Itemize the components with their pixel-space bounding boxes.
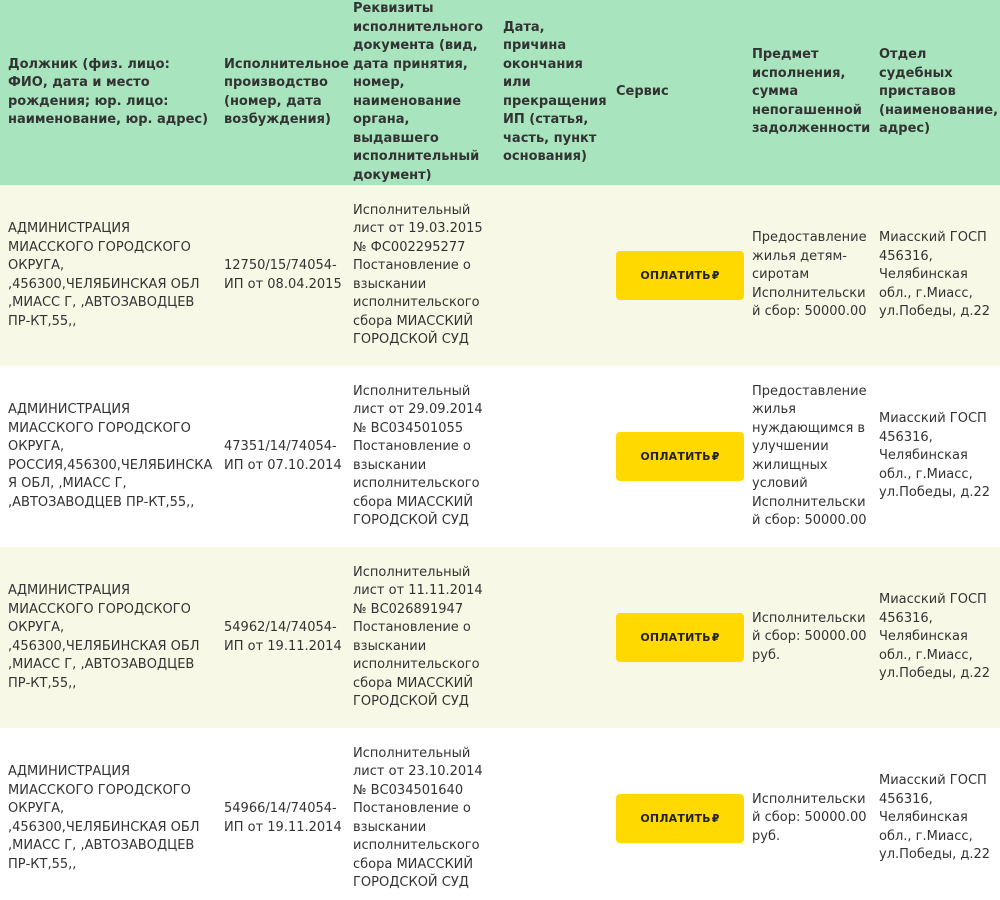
pay-button-label: ОПЛАТИТЬ [640, 450, 711, 463]
end-reason-cell [495, 547, 610, 728]
header-debtor: Должник (физ. лицо: ФИО, дата и место рождения; юр. лицо: наименование, юр. адрес) [0, 0, 216, 185]
pay-button[interactable] [616, 613, 744, 662]
table-body [0, 185, 1000, 900]
document-cell: Исполнительный лист от 29.09.2014 № ВС034501055 Постановление о взыскании исполнительского сбора МИАССКИЙ ГОРОДСКОЙ СУД [345, 366, 495, 547]
header-end-reason: Дата, причина окончания или прекращения ИП (статья, часть, пункт основания) [495, 0, 610, 185]
pay-button-label: ОПЛАТИТЬ [640, 631, 711, 644]
debtor-cell: АДМИНИСТРАЦИЯ МИАССКОГО ГОРОДСКОГО ОКРУГА, ,456300,ЧЕЛЯБИНСКАЯ ОБЛ ,МИАСС Г, ,АВТОЗАВОДЦЕВ ПР-КТ,55,, [0, 547, 216, 728]
department-cell: Миасский ГОСП 456316, Челябинская обл., г.Миасс, ул.Победы, д.22 [871, 185, 1000, 366]
header-department: Отдел судебных приставов (наименование, адрес) [871, 0, 1000, 185]
end-reason-cell [495, 366, 610, 547]
ruble-icon: ₽ [711, 269, 720, 282]
subject-cell: Предоставление жилья детям-сиротам Исполнительский сбор: 50000.00 [744, 185, 871, 366]
debtor-cell: АДМИНИСТРАЦИЯ МИАССКОГО ГОРОДСКОГО ОКРУГА, РОССИЯ,456300,ЧЕЛЯБИНСКАЯ ОБЛ, ,МИАСС Г, ,АВТОЗАВОДЦЕВ ПР-КТ,55,, [0, 366, 216, 547]
debtor-cell: АДМИНИСТРАЦИЯ МИАССКОГО ГОРОДСКОГО ОКРУГА, ,456300,ЧЕЛЯБИНСКАЯ ОБЛ ,МИАСС Г, ,АВТОЗАВОДЦЕВ ПР-КТ,55,, [0, 728, 216, 900]
header-service: Сервис [610, 0, 744, 185]
document-cell: Исполнительный лист от 11.11.2014 № ВС026891947 Постановление о взыскании исполнительского сбора МИАССКИЙ ГОРОДСКОЙ СУД [345, 547, 495, 728]
proceeding-cell: 47351/14/74054-ИП от 07.10.2014 [216, 366, 345, 547]
pay-button-label: ОПЛАТИТЬ [640, 812, 711, 825]
proceeding-cell: 12750/15/74054-ИП от 08.04.2015 [216, 185, 345, 366]
pay-button-label: ОПЛАТИТЬ [640, 269, 711, 282]
header-subject: Предмет исполнения, сумма непогашенной задолженности [744, 0, 871, 185]
department-cell: Миасский ГОСП 456316, Челябинская обл., г.Миасс, ул.Победы, д.22 [871, 366, 1000, 547]
table-row [0, 366, 1000, 547]
table-header [0, 0, 1000, 185]
pay-button[interactable] [616, 432, 744, 481]
header-proceeding: Исполнительное производство (номер, дата возбуждения) [216, 0, 345, 185]
proceeding-cell: 54966/14/74054-ИП от 19.11.2014 [216, 728, 345, 900]
header-document: Реквизиты исполнительного документа (вид, дата принятия, номер, наименование органа, выдавшего исполнительный документ) [345, 0, 495, 185]
end-reason-cell [495, 185, 610, 366]
proceeding-cell: 54962/14/74054-ИП от 19.11.2014 [216, 547, 345, 728]
ruble-icon: ₽ [711, 631, 720, 644]
department-cell: Миасский ГОСП 456316, Челябинская обл., г.Миасс, ул.Победы, д.22 [871, 728, 1000, 900]
service-cell [610, 366, 744, 547]
subject-cell: Исполнительский сбор: 50000.00 руб. [744, 547, 871, 728]
end-reason-cell [495, 728, 610, 900]
service-cell [610, 185, 744, 366]
table-row [0, 547, 1000, 728]
subject-cell: Предоставление жилья нуждающимся в улучшении жилищных условий Исполнительский сбор: 50000.00 [744, 366, 871, 547]
department-cell: Миасский ГОСП 456316, Челябинская обл., г.Миасс, ул.Победы, д.22 [871, 547, 1000, 728]
ruble-icon: ₽ [711, 812, 720, 825]
table-row [0, 185, 1000, 366]
service-cell [610, 728, 744, 900]
pay-button[interactable] [616, 251, 744, 300]
ruble-icon: ₽ [711, 450, 720, 463]
document-cell: Исполнительный лист от 23.10.2014 № ВС034501640 Постановление о взыскании исполнительского сбора МИАССКИЙ ГОРОДСКОЙ СУД [345, 728, 495, 900]
service-cell [610, 547, 744, 728]
header-row [0, 0, 1000, 185]
table-row [0, 728, 1000, 900]
pay-button[interactable] [616, 794, 744, 843]
document-cell: Исполнительный лист от 19.03.2015 № ФС002295277 Постановление о взыскании исполнительского сбора МИАССКИЙ ГОРОДСКОЙ СУД [345, 185, 495, 366]
debtor-cell: АДМИНИСТРАЦИЯ МИАССКОГО ГОРОДСКОГО ОКРУГА, ,456300,ЧЕЛЯБИНСКАЯ ОБЛ ,МИАСС Г, ,АВТОЗАВОДЦЕВ ПР-КТ,55,, [0, 185, 216, 366]
subject-cell: Исполнительский сбор: 50000.00 руб. [744, 728, 871, 900]
